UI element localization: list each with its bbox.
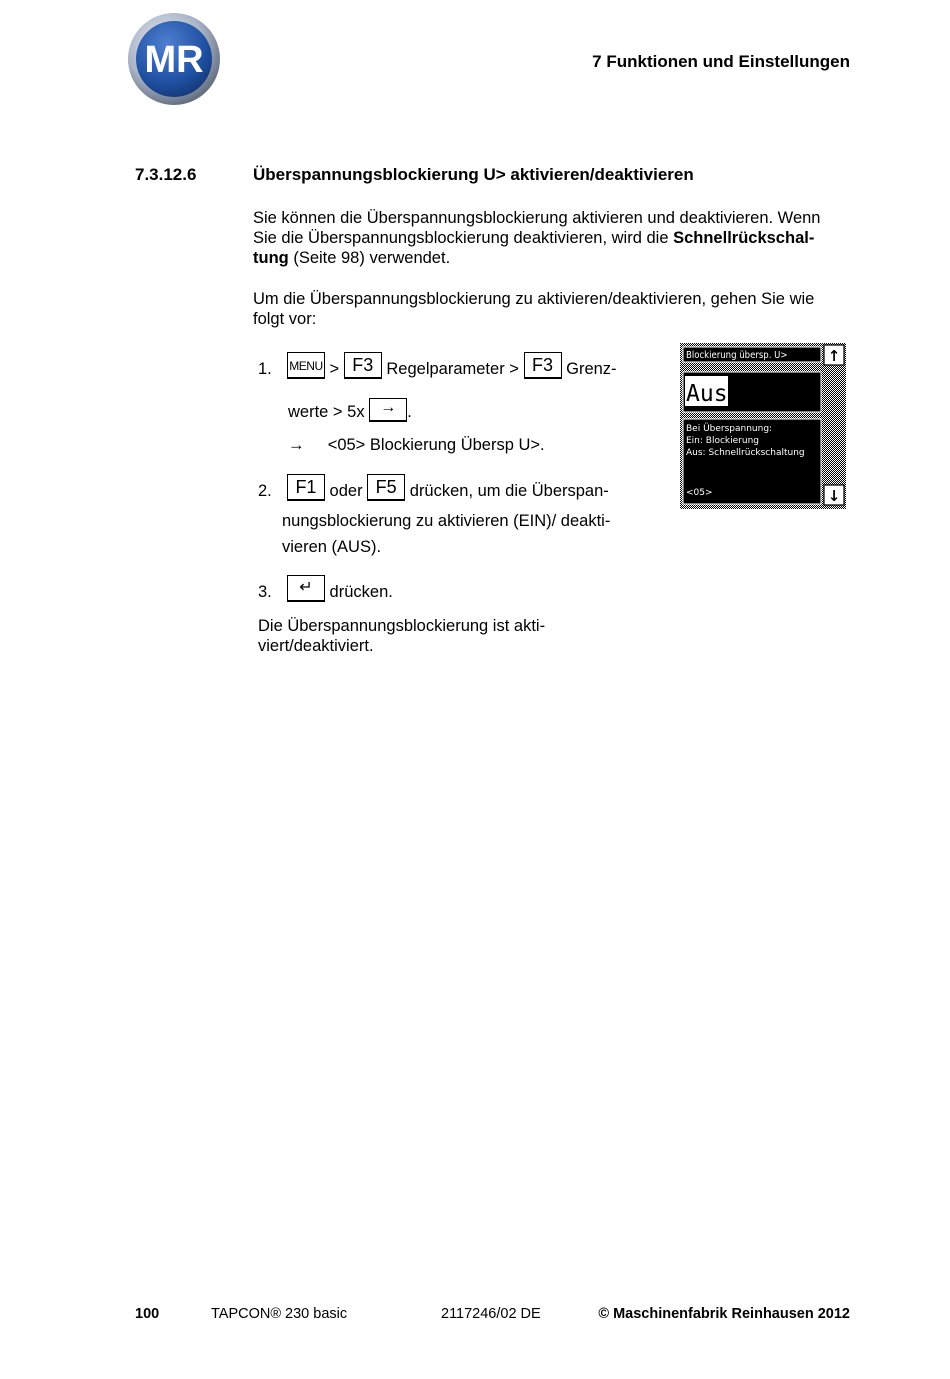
footer-doc-number: 2117246/02 DE: [441, 1306, 541, 1322]
section-number: 7.3.12.6: [135, 165, 197, 184]
footer-product: TAPCON® 230 basic: [211, 1306, 348, 1322]
intro-link-a: Schnellrückschal-: [673, 229, 815, 247]
step-3-line: [258, 575, 393, 602]
display-info-1: Bei Überspannung:: [686, 424, 773, 434]
step-1-text-b: Grenz-: [566, 360, 617, 378]
step-1-result: [288, 435, 545, 455]
step-2-oder: oder: [329, 482, 363, 500]
mr-logo: [127, 12, 221, 106]
display-code: <05>: [686, 488, 713, 498]
step-2-text-a: drücken, um die Überspan-: [409, 482, 609, 500]
step-1-text-a: Regelparameter >: [386, 360, 519, 378]
intro-line-1: Sie können die Überspannungsblockierung aktivieren und deaktivieren. Wenn: [253, 209, 821, 227]
chapter-title: 7 Funktionen und Einstellungen: [592, 52, 850, 71]
step-3-number: 3.: [258, 583, 272, 601]
footer-page-number: 100: [135, 1306, 160, 1322]
intro-line-2-text: Sie die Überspannungsblockierung deaktivieren, wird die: [253, 229, 674, 247]
display-info-2: Ein: Blockierung: [686, 436, 759, 446]
instruction-paragraph: [253, 289, 853, 329]
intro-line-3: [253, 248, 853, 268]
enter-key-icon: ↵: [287, 575, 325, 602]
f5-key: F5: [367, 474, 405, 501]
footer-copyright: © Maschinenfabrik Reinhausen 2012: [598, 1306, 850, 1322]
display-title: Blockierung übersp. U>: [686, 350, 788, 361]
f3-key-2: F3: [524, 352, 562, 379]
step-3-text: drücken.: [329, 583, 393, 601]
result-line-b: viert/deaktiviert.: [258, 637, 374, 655]
step-1-gt: >: [329, 360, 340, 378]
down-arrow-icon: ↓: [827, 487, 841, 505]
display-value: Aus: [686, 381, 728, 407]
section-title: Überspannungsblockierung U> aktivieren/deaktivieren: [253, 165, 694, 184]
step-1-text-c: werte > 5x: [288, 403, 365, 421]
instruction-line-2: folgt vor:: [253, 310, 317, 328]
f3-key: F3: [344, 352, 382, 379]
step-1-dot: .: [407, 403, 412, 421]
step-1-line-1: [258, 352, 617, 379]
step-2-text-b: nungsblockierung zu aktivieren (EIN)/ deakti-: [282, 512, 611, 530]
intro-line-3-text: (Seite 98) verwendet.: [288, 249, 451, 267]
right-arrow-key: →: [369, 398, 407, 422]
intro-line-2: [253, 228, 853, 248]
result-line-a: Die Überspannungsblockierung ist akti-: [258, 617, 546, 635]
step-2-line-1: [258, 474, 609, 501]
step-2-text-c: vieren (AUS).: [282, 538, 382, 556]
display-info-3: Aus: Schnellrückschaltung: [686, 448, 805, 458]
intro-paragraph: [253, 208, 853, 268]
step-1-line-2: [288, 398, 412, 422]
device-display: [680, 343, 846, 509]
step-1-result-text: <05> Blockierung Übersp U>.: [327, 436, 545, 454]
f1-key: F1: [287, 474, 325, 501]
step-1-number: 1.: [258, 360, 272, 378]
menu-key: MENU: [287, 352, 325, 379]
instruction-line-1: Um die Überspannungsblockierung zu aktivieren/deaktivieren, gehen Sie wie: [253, 290, 815, 308]
result-arrow-icon: →: [288, 436, 305, 454]
intro-link-b: tung: [253, 249, 289, 267]
logo-text: MR: [144, 39, 204, 81]
step-2-number: 2.: [258, 482, 272, 500]
up-arrow-icon: ↑: [827, 347, 841, 365]
